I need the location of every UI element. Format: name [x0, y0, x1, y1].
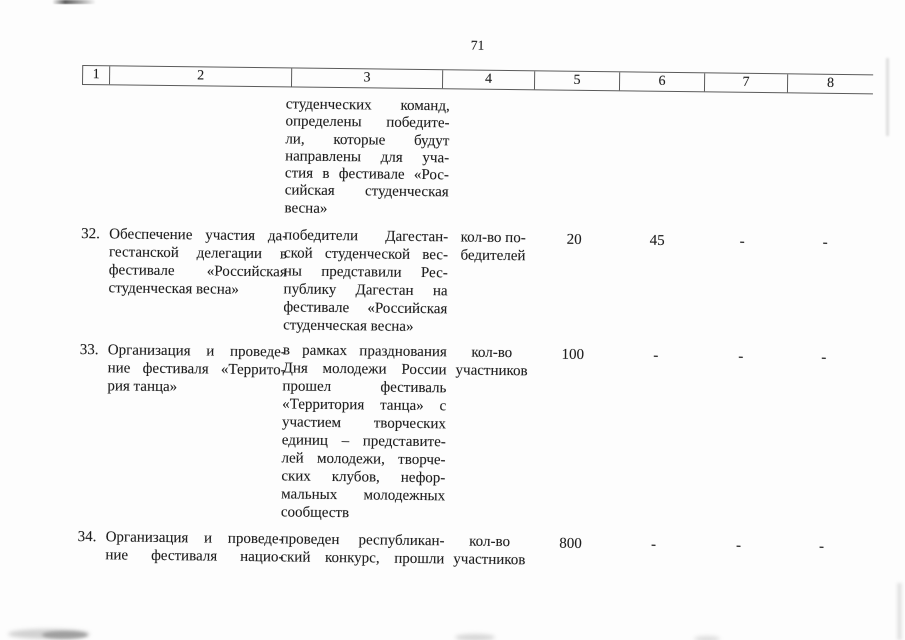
activity-cell: [108, 225, 287, 299]
scan-artifact-right-edge-shadow: [897, 583, 902, 640]
text-line: кол-во: [471, 344, 513, 362]
text-line: студенческая весна»: [108, 280, 240, 298]
text-line: участников: [453, 551, 526, 569]
indicator-cell: [446, 343, 538, 380]
text-line: студенческих команд,: [285, 96, 450, 115]
result-cell: [283, 226, 448, 336]
value-cell-col5: 100: [561, 346, 585, 363]
text-line: Организация и проведе-: [107, 342, 286, 361]
result-cell: [281, 341, 447, 523]
text-line: публику Дагестан на: [283, 281, 448, 300]
row-number: [81, 225, 109, 243]
value-cell-col8: -: [821, 349, 827, 366]
text-line: фестивале «Российская: [108, 262, 287, 281]
text-line: проведен республикан-: [280, 531, 445, 550]
text-line: Организация и проведе-: [105, 529, 284, 548]
text-line: ние фестиваля нацио-: [105, 547, 284, 566]
text-line: бедителей: [460, 247, 526, 265]
table-header-cell-7: 7: [704, 73, 787, 92]
table-header-cell-3: 3: [291, 68, 442, 88]
text-line: направлены для уча-: [285, 148, 450, 167]
indicator-cell: [443, 532, 535, 569]
value-cell-col8: -: [818, 538, 825, 555]
scan-artifact-bottom-left-smudge: [42, 631, 88, 639]
row-number-text: 34.: [77, 528, 97, 546]
table-header-cell-8: 8: [787, 74, 873, 93]
text-line: ли, которые будут: [285, 130, 450, 149]
text-line: победители Дагестан-: [284, 227, 449, 246]
text-line: гестанской делегации в: [108, 244, 288, 263]
text-line: кол-во по-: [460, 229, 526, 247]
value-cell-col6: -: [650, 536, 657, 553]
continuation-result-cell: [284, 96, 449, 219]
text-line: определены победите-: [285, 113, 450, 132]
table-header-cell-4: 4: [442, 70, 534, 89]
result-cell: [280, 530, 444, 568]
text-line: мальных молодежных: [281, 486, 446, 505]
text-line: студенческая весна»: [283, 317, 414, 335]
text-line: Дня молодежи России: [282, 360, 447, 379]
page-number: 71: [470, 37, 485, 53]
row-number: [80, 341, 108, 359]
value-cell-col5: 20: [566, 231, 582, 248]
scan-artifact-top-smudge: [52, 0, 96, 4]
text-line: фестивале «Российская: [283, 299, 448, 318]
text-line: единиц – представите-: [281, 432, 446, 451]
table-header-cell-6: 6: [619, 72, 704, 91]
indicator-cell: [447, 228, 539, 265]
scan-artifact-bottom-smudge: [455, 634, 495, 640]
value-cell-col8: -: [822, 234, 828, 251]
text-line: кол-во: [469, 533, 511, 551]
activity-cell: [107, 341, 286, 397]
value-cell-col7: -: [735, 537, 742, 554]
text-line: сийская студенческая: [284, 182, 449, 201]
text-line: ских клубов, нефор-: [281, 468, 446, 487]
table-header-cell-1: 1: [82, 66, 109, 84]
text-line: рия танца»: [107, 378, 178, 396]
text-line: в рамках празднования: [282, 342, 447, 361]
text-line: стия в фестивале «Рос-: [284, 165, 450, 184]
text-line: «Территория танца» с: [282, 396, 447, 415]
value-cell-col6: 45: [649, 232, 665, 249]
text-line: Обеспечение участия да-: [109, 226, 288, 245]
text-line: прошел фестиваль: [282, 378, 447, 397]
row-number-text: 33.: [79, 341, 99, 359]
row-number: [78, 528, 106, 546]
text-line: ны представили Рес-: [283, 263, 448, 282]
table-header-cell-5: 5: [534, 71, 619, 90]
value-cell-col7: -: [738, 348, 744, 365]
text-line: весна»: [284, 200, 328, 217]
text-line: участием творческих: [281, 414, 447, 433]
table-header-cell-2: 2: [109, 66, 291, 86]
scan-artifact-right-edge-shadow: [886, 58, 889, 136]
value-cell-col7: -: [739, 233, 745, 250]
row-number-text: 32.: [81, 225, 101, 243]
value-cell-col5: 800: [559, 535, 582, 552]
text-line: ской студенческой вес-: [283, 245, 449, 264]
text-line: ский конкурс, прошли: [280, 549, 445, 568]
text-line: участников: [455, 362, 528, 380]
text-line: лей молодежи, творче-: [281, 450, 446, 469]
activity-cell: [105, 528, 283, 566]
value-cell-col6: -: [653, 347, 659, 364]
table-header-row: [82, 65, 873, 94]
text-line: сообществ: [280, 504, 350, 522]
text-line: ние фестиваля «Террито-: [107, 360, 286, 379]
scan-artifact-bottom-smudge: [694, 636, 720, 640]
